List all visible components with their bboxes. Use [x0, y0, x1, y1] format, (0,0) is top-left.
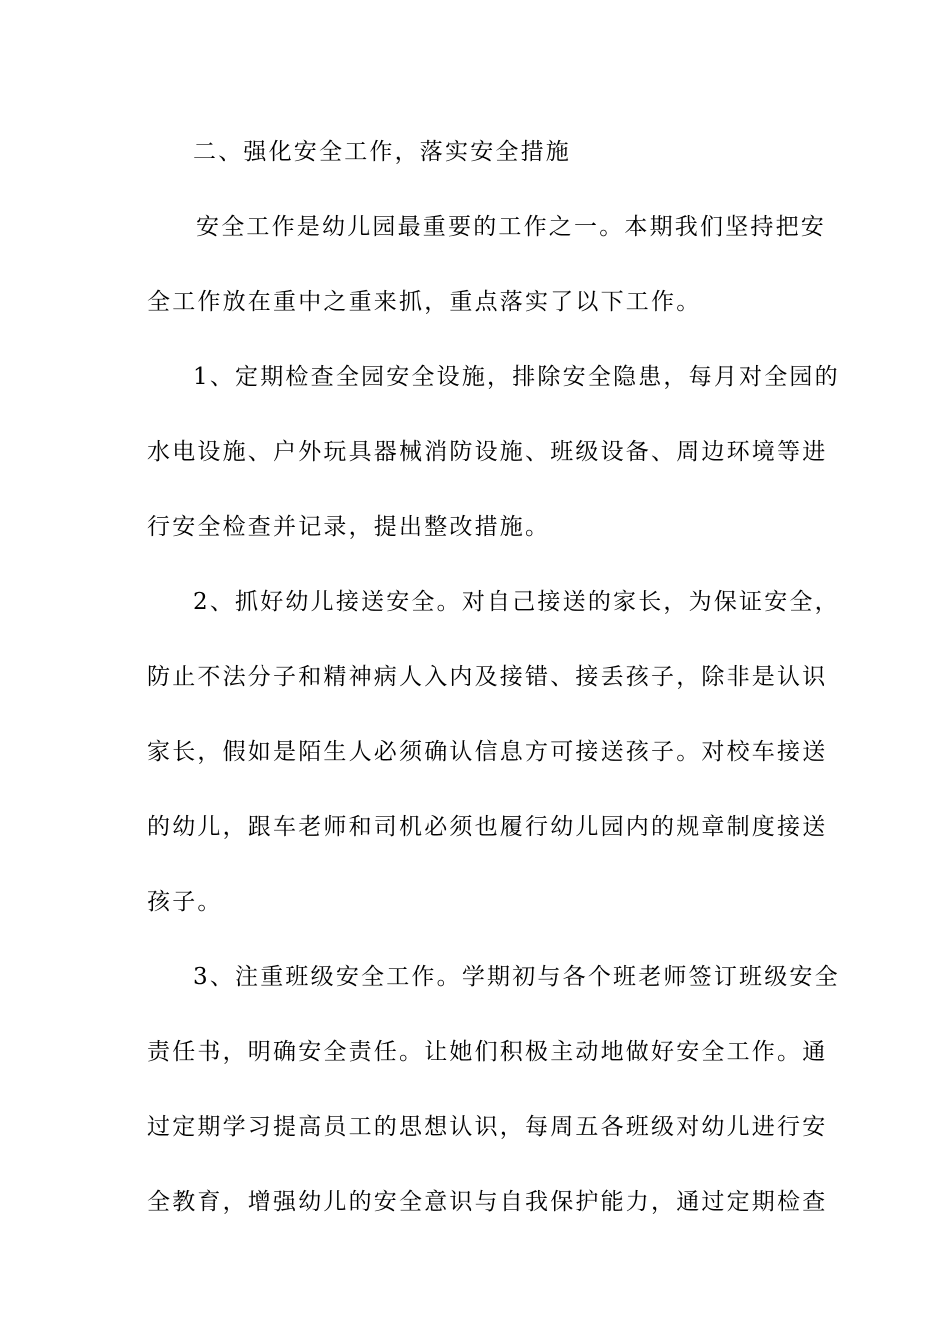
paragraph-line: 全工作放在重中之重来抓，重点落实了以下工作。 [147, 289, 702, 315]
paragraph-line: 责任书，明确安全责任。让她们积极主动地做好安全工作。通 [147, 1039, 828, 1065]
paragraph-line: 3、注重班级安全工作。学期初与各个班老师签订班级安全 [193, 964, 840, 990]
section-heading: 二、强化安全工作，落实安全措施 [193, 139, 571, 165]
paragraph-line: 行安全检查并记录，提出整改措施。 [147, 514, 551, 540]
paragraph-line: 的幼儿，跟车老师和司机必须也履行幼儿园内的规章制度接送 [147, 814, 828, 840]
paragraph-line: 2、抓好幼儿接送安全。对自己接送的家长，为保证安全， [193, 589, 840, 615]
paragraph-line: 家长，假如是陌生人必须确认信息方可接送孩子。对校车接送 [147, 739, 828, 765]
paragraph-line: 过定期学习提高员工的思想认识，每周五各班级对幼儿进行安 [147, 1114, 828, 1140]
paragraph-line: 全教育，增强幼儿的安全意识与自我保护能力，通过定期检查 [147, 1189, 828, 1215]
paragraph-line: 安全工作是幼儿园最重要的工作之一。本期我们坚持把安 [196, 214, 826, 240]
paragraph-line: 防止不法分子和精神病人入内及接错、接丢孩子，除非是认识 [147, 664, 828, 690]
paragraph-line: 水电设施、户外玩具器械消防设施、班级设备、周边环境等进 [147, 439, 828, 465]
paragraph-line: 孩子。 [147, 889, 223, 915]
paragraph-line: 1、定期检查全园安全设施，排除安全隐患，每月对全园的 [193, 364, 840, 390]
